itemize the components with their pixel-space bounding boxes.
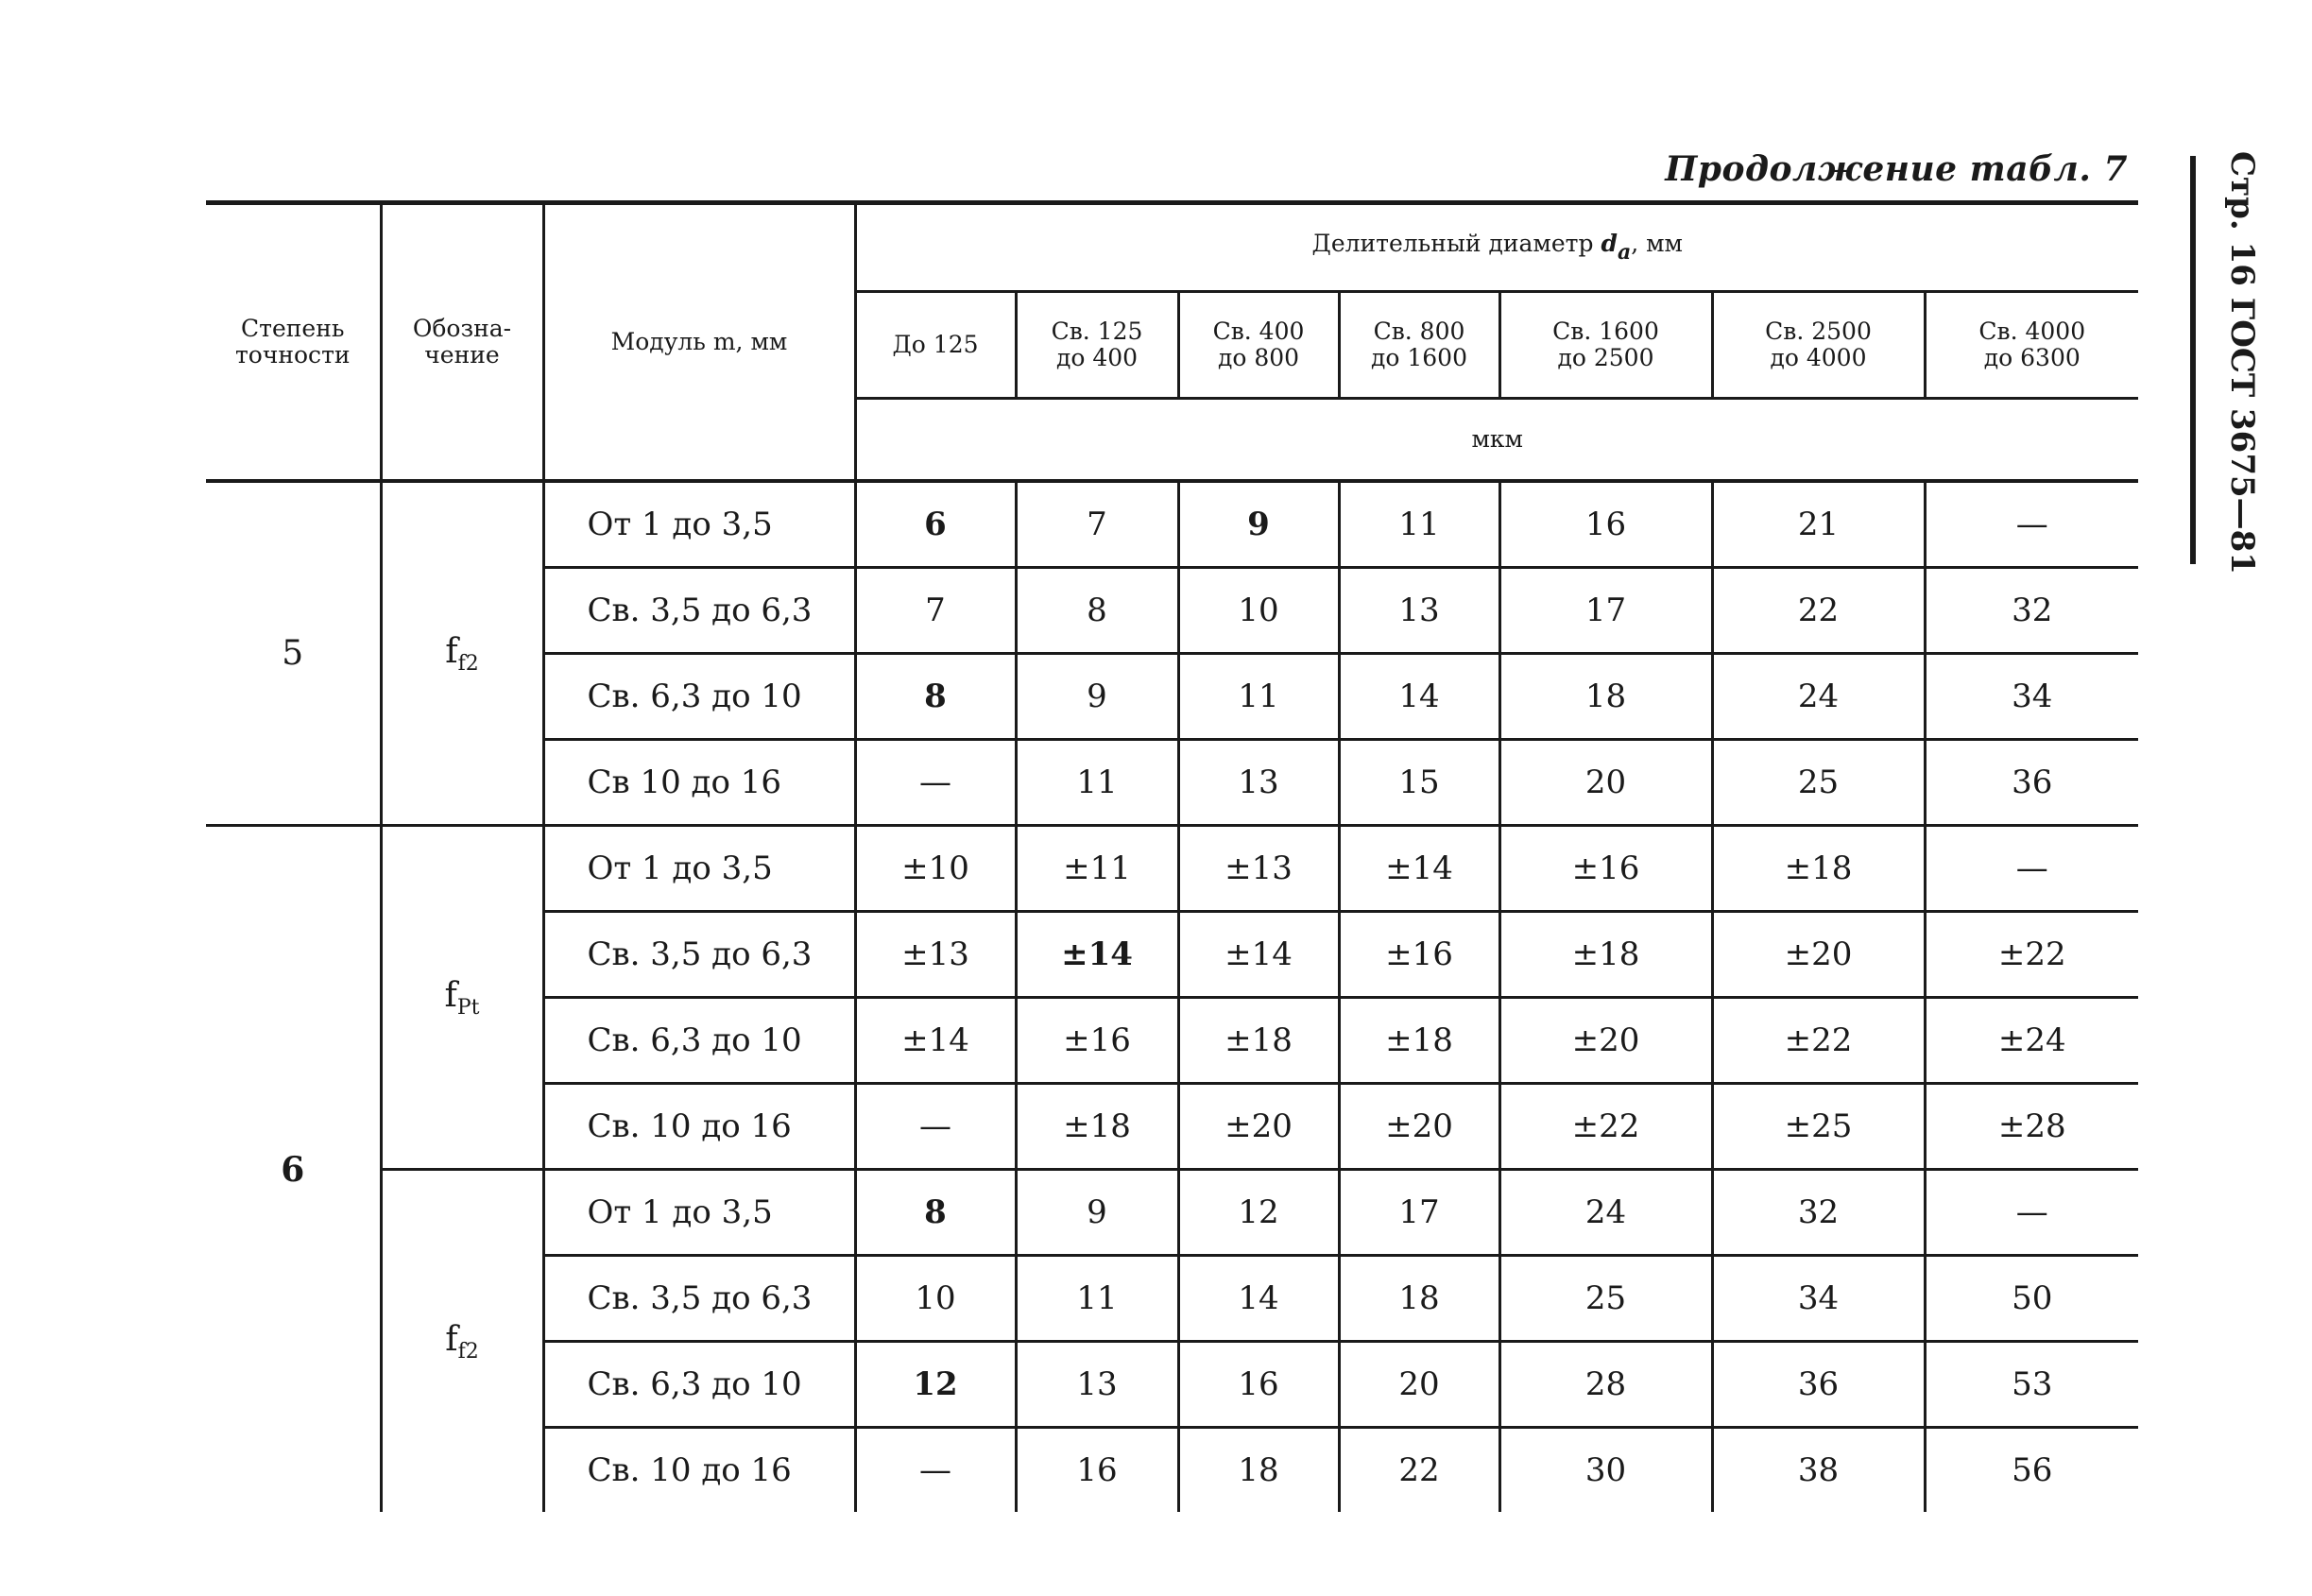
value-cell: ±11 [1016,826,1178,912]
value-cell: ±28 [1925,1084,2138,1170]
value-cell: 16 [1499,481,1712,568]
value-cell: 36 [1712,1342,1925,1428]
value-cell: 10 [1178,568,1339,654]
degree-cell: 5 [206,481,381,826]
value-cell: ±18 [1178,998,1339,1084]
value-cell: 17 [1499,568,1712,654]
value-cell: 20 [1499,740,1712,826]
value-cell: 11 [1178,654,1339,740]
module-cell: Св. 3,5 до 6,3 [543,912,855,998]
value-cell: ±13 [1178,826,1339,912]
module-cell: Св. 3,5 до 6,3 [543,568,855,654]
value-cell: 11 [1339,481,1499,568]
value-cell: ±25 [1712,1084,1925,1170]
module-cell: Св 10 до 16 [543,740,855,826]
module-cell: Св. 6,3 до 10 [543,1342,855,1428]
value-cell: 30 [1499,1428,1712,1513]
module-cell: Св. 10 до 16 [543,1084,855,1170]
value-cell: 28 [1499,1342,1712,1428]
value-cell: 32 [1925,568,2138,654]
value-cell: 11 [1016,740,1178,826]
designation-cell [381,1170,543,1513]
designation-symbol: f [445,631,458,671]
value-cell: 9 [1016,654,1178,740]
value-cell: ±13 [855,912,1016,998]
value-cell: 12 [855,1342,1016,1428]
header-module-text: Модуль m, мм [610,328,788,355]
header-module [543,203,855,482]
value-cell: ±14 [1016,912,1178,998]
table-row [206,481,2138,568]
degree-cell: 6 [281,1149,305,1190]
value-cell: 22 [1339,1428,1499,1513]
side-rule [2190,156,2196,564]
module-cell: Св. 6,3 до 10 [543,654,855,740]
value-cell: 24 [1712,654,1925,740]
value-cell: 50 [1925,1256,2138,1342]
value-cell: 53 [1925,1342,2138,1428]
value-cell: 8 [855,1170,1016,1256]
value-cell: ±18 [1016,1084,1178,1170]
header-range: Св. 2500 до 4000 [1712,292,1925,399]
value-cell: — [1925,826,2138,912]
value-cell: ±10 [855,826,1016,912]
header-units: мкм [855,399,2138,482]
designation-subscript: f2 [457,1339,479,1364]
value-cell: ±24 [1925,998,2138,1084]
side-label-text: Стр. 16 ГОСТ 3675—81 [2223,151,2261,575]
value-cell: 8 [855,654,1016,740]
designation-symbol: f [445,1319,458,1359]
value-cell: ±18 [1499,912,1712,998]
value-cell: 20 [1339,1342,1499,1428]
value-cell: 22 [1712,568,1925,654]
value-cell: 24 [1499,1170,1712,1256]
header-range: Св. 4000 до 6300 [1925,292,2138,399]
value-cell: 36 [1925,740,2138,826]
value-cell: 7 [1016,481,1178,568]
value-cell: 13 [1016,1342,1178,1428]
value-cell: 13 [1339,568,1499,654]
value-cell: ±16 [1339,912,1499,998]
designation-cell [381,481,543,826]
designation-symbol: f [444,975,457,1015]
module-cell: Св. 3,5 до 6,3 [543,1256,855,1342]
header-diameter-subscript: a [1617,239,1632,265]
value-cell: 18 [1339,1256,1499,1342]
designation-subscript: Pt [456,995,480,1020]
table-header [206,203,2138,482]
table-row [206,826,2138,912]
header-diameter-suffix: , мм [1631,229,1683,257]
value-cell: 56 [1925,1428,2138,1513]
value-cell: 9 [1178,481,1339,568]
tolerance-table [206,200,2138,1512]
value-cell: — [855,1428,1016,1513]
value-cell: 9 [1016,1170,1178,1256]
module-cell: От 1 до 3,5 [543,1170,855,1256]
value-cell: 17 [1339,1170,1499,1256]
value-cell: — [1925,481,2138,568]
value-cell: 7 [855,568,1016,654]
module-cell: От 1 до 3,5 [543,481,855,568]
value-cell: ±18 [1712,826,1925,912]
side-page-label [2216,151,2261,575]
header-range: Св. 800 до 1600 [1339,292,1499,399]
value-cell: 13 [1178,740,1339,826]
value-cell: ±14 [1178,912,1339,998]
value-cell: 8 [1016,568,1178,654]
value-cell: 25 [1499,1256,1712,1342]
value-cell: ±22 [1712,998,1925,1084]
value-cell: 34 [1712,1256,1925,1342]
value-cell: ±16 [1016,998,1178,1084]
value-cell: ±22 [1499,1084,1712,1170]
table-row [206,1170,2138,1256]
header-diameter-symbol: d [1601,229,1618,257]
value-cell: — [855,740,1016,826]
header-diameter-prefix: Делительный диаметр [1311,229,1601,257]
value-cell: 18 [1499,654,1712,740]
header-designation: Обозна- чение [381,203,543,482]
value-cell: 11 [1016,1256,1178,1342]
continuation-title: Продолжение табл. 7 [1665,149,2128,189]
value-cell: 16 [1178,1342,1339,1428]
designation-subscript: f2 [457,651,479,676]
value-cell: ±20 [1499,998,1712,1084]
value-cell: 14 [1178,1256,1339,1342]
value-cell: ±14 [1339,826,1499,912]
module-cell: Св. 6,3 до 10 [543,998,855,1084]
value-cell: 25 [1712,740,1925,826]
value-cell: ±14 [855,998,1016,1084]
value-cell: 32 [1712,1170,1925,1256]
value-cell: 38 [1712,1428,1925,1513]
value-cell: 21 [1712,481,1925,568]
value-cell: 12 [1178,1170,1339,1256]
module-cell: От 1 до 3,5 [543,826,855,912]
value-cell: ±20 [1339,1084,1499,1170]
header-range: До 125 [855,292,1016,399]
value-cell: ±20 [1712,912,1925,998]
value-cell: 6 [855,481,1016,568]
header-degree: Степень точности [206,203,381,482]
value-cell: ±20 [1178,1084,1339,1170]
value-cell: 14 [1339,654,1499,740]
value-cell: ±16 [1499,826,1712,912]
header-range: Св. 125 до 400 [1016,292,1178,399]
tolerance-table-container [206,200,2133,1512]
value-cell: ±18 [1339,998,1499,1084]
value-cell: 18 [1178,1428,1339,1513]
value-cell: 34 [1925,654,2138,740]
header-range: Св. 1600 до 2500 [1499,292,1712,399]
header-range: Св. 400 до 800 [1178,292,1339,399]
value-cell: ±22 [1925,912,2138,998]
designation-cell [381,826,543,1170]
value-cell: — [1925,1170,2138,1256]
module-cell: Св. 10 до 16 [543,1428,855,1513]
header-diameter [855,203,2138,292]
value-cell: — [855,1084,1016,1170]
value-cell: 10 [855,1256,1016,1342]
value-cell: 15 [1339,740,1499,826]
table-body [206,481,2138,1512]
value-cell: 16 [1016,1428,1178,1513]
